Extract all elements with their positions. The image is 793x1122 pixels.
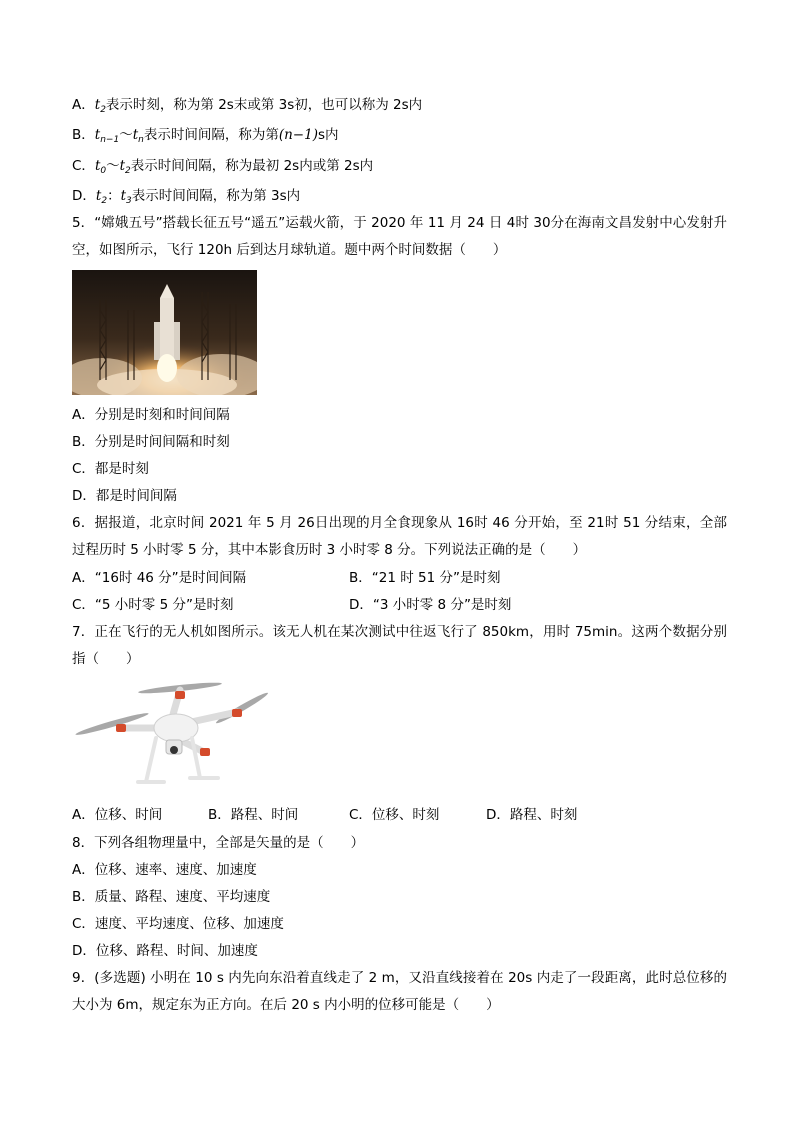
q7-option-d: D．路程、时刻 <box>486 807 578 823</box>
q7-option-b: B．路程、时间 <box>208 807 299 823</box>
math-var: t <box>120 188 127 204</box>
separator: ： <box>107 188 121 204</box>
math-sub: 2 <box>100 105 106 115</box>
math-sub: n <box>138 135 144 145</box>
option-text: 表示时间间隔，称为第 3s内 <box>131 188 301 204</box>
option-text: s内 <box>317 127 339 143</box>
q9-stem: 9．(多选题) 小明在 10 s 内先向东沿着直线走了 2 m，又沿直线接着在 20s 内走了一段距离，此时总位移的大小为 6m，规定东为正方向。在后 20 s 内小明的位移可能是（ ） <box>72 970 727 1013</box>
math-var: t <box>132 127 139 143</box>
q5-option-a: A．分别是时刻和时间间隔 <box>72 407 230 423</box>
math-sub: n−1 <box>100 135 120 145</box>
math-var: t <box>94 97 101 113</box>
math-var: t <box>119 158 126 174</box>
math-var: t <box>95 188 102 204</box>
q5-option-d: D．都是时间间隔 <box>72 488 177 504</box>
option-label: B． <box>72 127 95 143</box>
q8-option-b: B．质量、路程、速度、平均速度 <box>72 889 271 905</box>
rocket-launch-image <box>72 270 257 395</box>
q7-option-c: C．位移、时刻 <box>349 807 440 823</box>
tilde: ～ <box>119 127 133 143</box>
math-var: t <box>94 127 101 143</box>
q6-option-b: B．“21 时 51 分”是时刻 <box>349 570 501 586</box>
math-sub: 2 <box>101 196 108 206</box>
math-var: t <box>94 158 101 174</box>
q4-option-a <box>72 96 422 119</box>
drone-image <box>72 678 272 796</box>
q7-option-a: A．位移、时间 <box>72 807 163 823</box>
q5-option-c: C．都是时刻 <box>72 461 149 477</box>
q8-option-c: C．速度、平均速度、位移、加速度 <box>72 916 284 932</box>
q4-option-b <box>72 126 339 149</box>
q4-option-d <box>72 187 300 210</box>
math-sub: 3 <box>126 196 132 206</box>
option-text: 表示时间间隔，称为第 <box>143 127 279 143</box>
option-text: 表示时刻，称为第 2s末或第 3s初，也可以称为 2s内 <box>105 97 423 113</box>
q6-option-a: A．“16时 46 分”是时间间隔 <box>72 570 247 586</box>
option-label: D． <box>72 188 96 204</box>
q8-option-a: A．位移、速率、速度、加速度 <box>72 862 257 878</box>
q7-stem: 7．正在飞行的无人机如图所示。该无人机在某次测试中往返飞行了 850km，用时 75min。这两个数据分别指（ ） <box>72 624 727 667</box>
math-sub: 2 <box>125 166 131 176</box>
q6-option-c: C．“5 小时零 5 分”是时刻 <box>72 597 234 613</box>
option-text: 表示时间间隔，称为最初 2s内或第 2s内 <box>130 158 374 174</box>
q5-option-b: B．分别是时间间隔和时刻 <box>72 434 230 450</box>
q8-stem: 8．下列各组物理量中，全部是矢量的是（ ） <box>72 835 365 851</box>
q4-option-c <box>72 157 373 180</box>
tilde: ～ <box>106 158 120 174</box>
option-label: A． <box>72 97 95 113</box>
math-sub: 0 <box>100 166 107 176</box>
q6-option-d: D．“3 小时零 8 分”是时刻 <box>349 597 512 613</box>
math-expr: (n−1) <box>278 127 318 143</box>
q5-stem: 5．“嫦娥五号”搭载长征五号“遥五”运载火箭，于 2020 年 11 月 24 日 4时 30分在海南文昌发射中心发射升空，如图所示，飞行 120h 后到达月球轨道。题中两个时间数据（ ） <box>72 215 727 258</box>
q8-option-d: D．位移、路程、时间、加速度 <box>72 943 258 959</box>
q6-stem: 6．据报道，北京时间 2021 年 5 月 26日出现的月全食现象从 16时 46 分开始，至 21时 51 分结束，全部过程历时 5 小时零 5 分，其中本影食历时 3 小时零 8 分。下列说法正确的是（ ） <box>72 515 727 558</box>
option-label: C． <box>72 158 95 174</box>
